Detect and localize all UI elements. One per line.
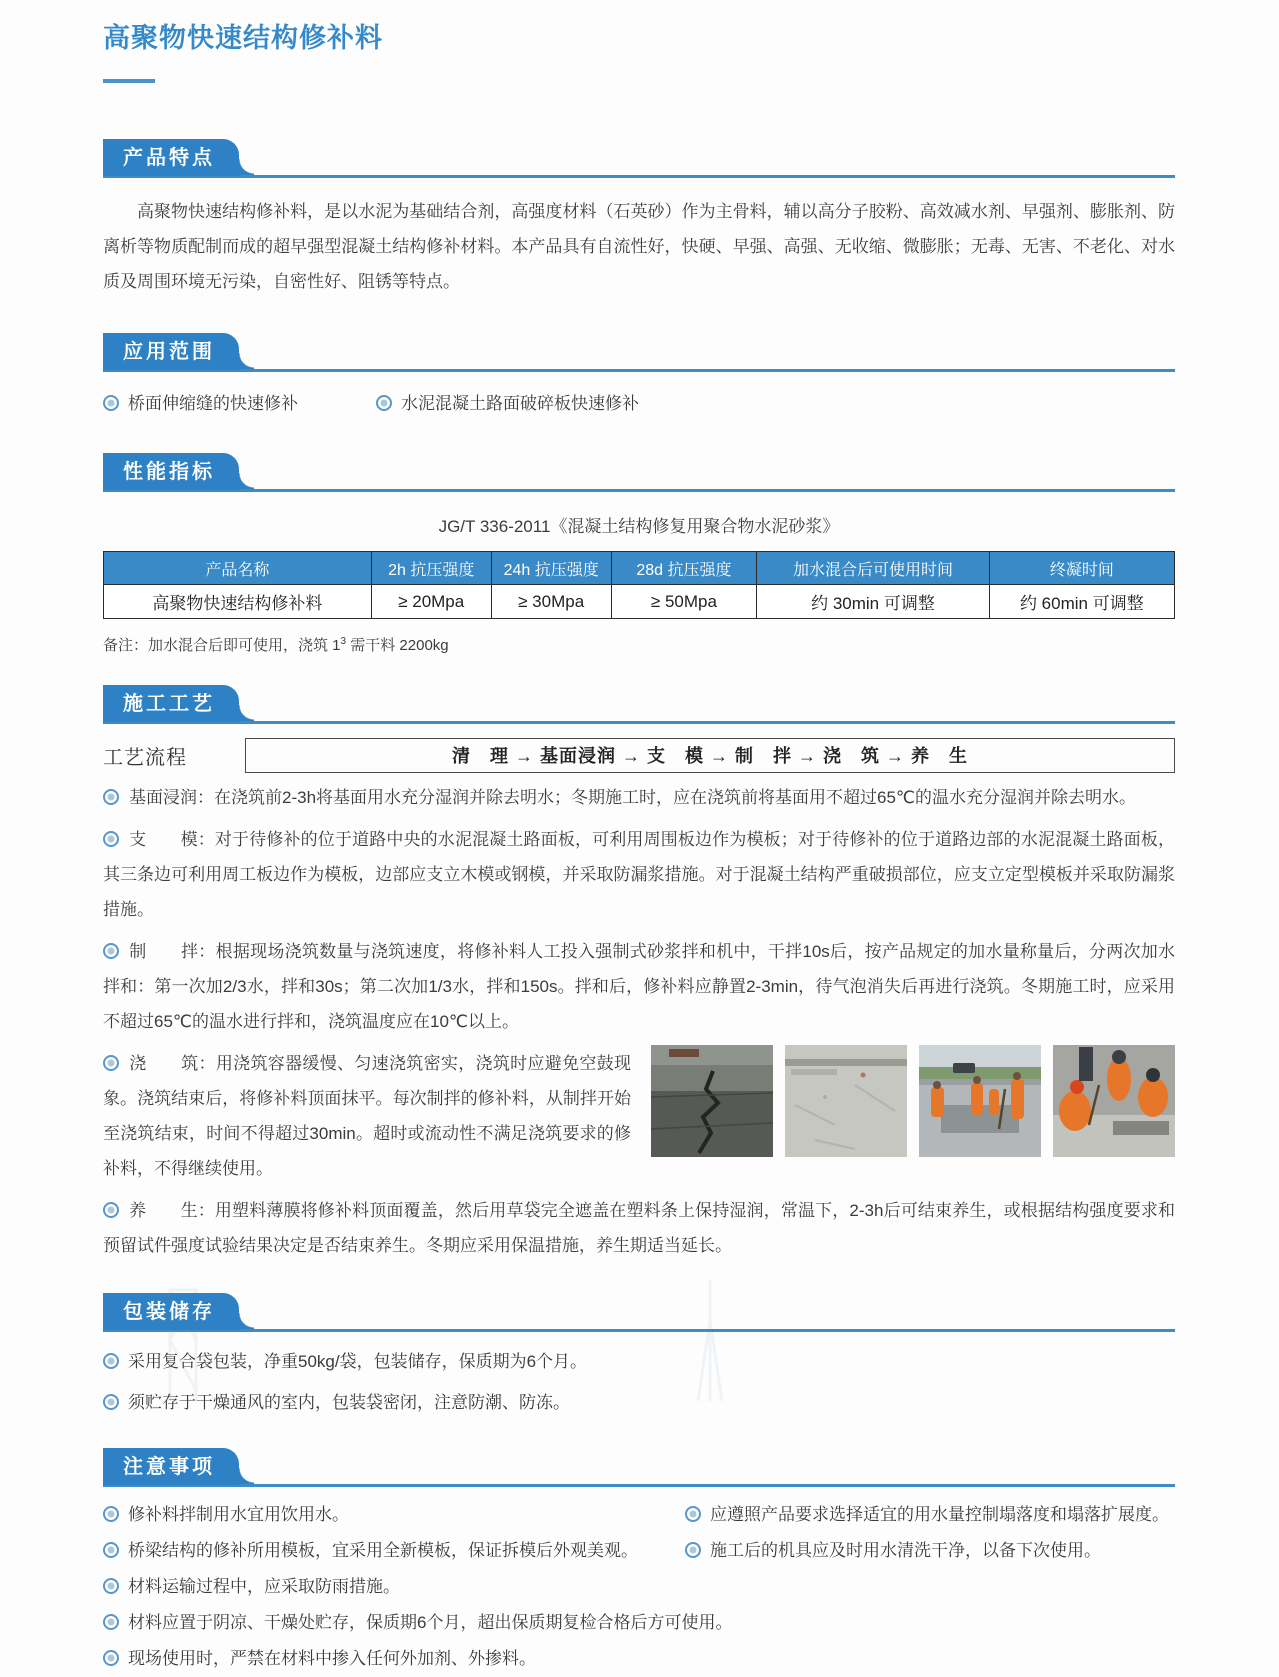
packaging-item-label: 须贮存于干燥通风的室内，包装袋密闭，注意防潮、防冻。 [128,1393,570,1412]
table-header-cell: 产品名称 [104,552,372,585]
remark-text: 备注：加水混合后即可使用，浇筑 1 [103,637,341,654]
note-item [103,1569,685,1605]
step-text: 用浇筑容器缓慢、匀速浇筑密实，浇筑时应避免空鼓现象。浇筑结束后，将修补料顶面抹平。每次制拌的修补料，从制拌开始至浇筑结束，时间不得超过30min。超时或流动性不满足浇筑要求的修补料，不得继续使用。 [103,1054,632,1178]
table-cell: 约 30min 可调整 [757,585,989,619]
note-item-label: 材料运输过程中，应采取防雨措施。 [128,1577,400,1596]
packaging-item [103,1385,1175,1420]
ring-bullet-icon [103,1202,119,1218]
ring-bullet-icon [103,831,119,847]
construction-step [103,780,1175,815]
process-flow-label: 工艺流程 [103,747,187,769]
note-item-label: 应遵照产品要求选择适宜的用水量控制塌落度和塌落扩展度。 [710,1505,1169,1524]
standard-reference: JG/T 336-2011《混凝土结构修复用聚合物水泥砂浆》 [438,517,840,536]
section-notes [103,1444,1175,1487]
application-item-label: 水泥混凝土路面破碎板快速修补 [401,394,639,413]
note-item-label: 施工后的机具应及时用水清洗干净，以备下次使用。 [710,1541,1101,1560]
ring-bullet-icon [103,1650,119,1666]
table-row [104,585,1175,619]
patch-pouring-crew-photo [1053,1045,1175,1157]
application-item [376,386,639,421]
step-text: 用塑料薄膜将修补料顶面覆盖，然后用草袋完全遮盖在塑料条上保持湿润，常温下，2-3h后可结束养生，或根据结构强度要求和预留试件强度试验结果决定是否结束养生。冬期应采用保温措施，养生期适当延长。 [103,1201,1176,1255]
section-heading-applications: 应用范围 [103,333,239,370]
process-flow [103,738,1175,773]
step-text: 对于待修补的位于道路中央的水泥混凝土路面板，可利用周围板边作为模板；对于待修补的位于道路边部的水泥混凝土路面板，其三条边可利用周工板边作为模板，边部应支立木模或钢模，并采取防漏浆措施。对于混凝土结构严重破损部位，应支立定型模板并采取防漏浆措施。 [103,830,1176,919]
road-repair-crew-photo [919,1045,1041,1157]
construction-step [103,822,1175,927]
notes-left-column [103,1497,733,1677]
note-item-label: 桥梁结构的修补所用模板，宜采用全新模板，保证拆模后外观美观。 [128,1541,638,1560]
page-title: 高聚物快速结构修补料 [103,23,383,53]
ring-bullet-icon [103,395,119,411]
section-construction [103,681,1175,724]
table-cell: ≥ 30Mpa [491,585,611,619]
ring-bullet-icon [103,1394,119,1410]
features-paragraph: 高聚物快速结构修补料，是以水泥为基础结合剂，高强度材料（石英砂）作为主骨料，辅以高分子胶粉、高效减水剂、早强剂、膨胀剂、防离析等物质配制而成的超早强型混凝土结构修补材料。本产品具有自流性好，快硬、早强、高强、无收缩、微膨胀；无毒、无害、不老化、对水质及周围环境无污染，自密性好、阻锈等特点。 [103,202,1175,291]
section-heading-features: 产品特点 [103,139,239,176]
applications-list [103,386,1175,421]
packaging-item [103,1344,1175,1379]
notes-right-column [685,1497,1175,1677]
packaging-item-label: 采用复合袋包装，净重50kg/袋，包装储存，保质期为6个月。 [128,1352,588,1371]
note-item [103,1605,733,1641]
table-header-cell: 28d 抗压强度 [611,552,757,585]
ring-bullet-icon [103,1353,119,1369]
note-item [103,1533,685,1569]
ring-bullet-icon [103,943,119,959]
ring-bullet-icon [685,1542,701,1558]
section-heading-performance: 性能指标 [103,453,239,490]
construction-step [103,1193,1175,1263]
note-item [685,1497,1175,1533]
section-packaging [103,1289,1175,1332]
remark-text: 需干料 2200kg [346,637,449,654]
table-cell: 约 60min 可调整 [989,585,1174,619]
table-cell: 高聚物快速结构修补料 [104,585,372,619]
note-item [103,1641,685,1677]
section-features [103,135,1175,178]
cracked-pavement-photo [651,1045,773,1157]
step-term: 支 模： [129,830,215,849]
table-remark [103,634,1175,655]
note-item [103,1497,685,1533]
remark-superscript: 3 [340,636,347,647]
table-header-cell: 24h 抗压强度 [491,552,611,585]
step-term: 基面浸润： [129,788,214,807]
document-page [103,0,1175,1677]
construction-step [103,934,1175,1039]
performance-table [103,551,1175,619]
table-header-cell: 终凝时间 [989,552,1174,585]
ring-bullet-icon [103,789,119,805]
ring-bullet-icon [103,1542,119,1558]
step-term: 养 生： [129,1201,215,1220]
section-performance [103,449,1175,492]
ring-bullet-icon [376,395,392,411]
notes-columns [103,1497,1175,1677]
step-text: 根据现场浇筑数量与浇筑速度，将修补料人工投入强制式砂浆拌和机中，干拌10s后，按产品规定的加水量称量后，分两次加水拌和：第一次加2/3水，拌和30s；第二次加1/3水，拌和150s。拌和后，修补料应静置2-3min，待气泡消失后再进行浇筑。冬期施工时，应采用不超过65℃的温水进行拌和，浇筑温度应在10℃以上。 [103,942,1175,1031]
step-term: 浇 筑： [129,1054,216,1073]
table-header-cell: 2h 抗压强度 [371,552,491,585]
table-cell: ≥ 50Mpa [611,585,757,619]
title-underline [103,79,155,83]
application-item [103,386,298,421]
table-cell: ≥ 20Mpa [371,585,491,619]
table-header-cell: 加水混合后可使用时间 [757,552,989,585]
step-text: 在浇筑前2-3h将基面用水充分湿润并除去明水；冬期施工时，应在浇筑前将基面用不超过65℃的温水充分湿润并除去明水。 [214,788,1137,807]
section-heading-notes: 注意事项 [103,1448,239,1485]
ring-bullet-icon [103,1506,119,1522]
note-item-label: 修补料拌制用水宜用饮用水。 [128,1505,349,1524]
process-flow-box: 清 理 → 基面浸润 → 支 模 → 制 拌 → 浇 筑 → 养 生 [245,738,1175,773]
application-item-label: 桥面伸缩缝的快速修补 [128,394,298,413]
note-item-label: 现场使用时，严禁在材料中掺入任何外加剂、外掺料。 [128,1649,536,1668]
ring-bullet-icon [103,1055,119,1071]
section-heading-packaging: 包装储存 [103,1293,239,1330]
table-header-row [104,552,1175,585]
note-item [685,1533,1175,1569]
concrete-surface-photo [785,1045,907,1157]
ring-bullet-icon [103,1614,119,1630]
ring-bullet-icon [103,1578,119,1594]
section-applications [103,329,1175,372]
section-heading-construction: 施工工艺 [103,685,239,722]
ring-bullet-icon [685,1506,701,1522]
site-photos-strip [651,1045,1175,1157]
note-item-label: 材料应置于阴凉、干燥处贮存，保质期6个月，超出保质期复检合格后方可使用。 [128,1613,733,1632]
step-term: 制 拌： [129,942,216,961]
